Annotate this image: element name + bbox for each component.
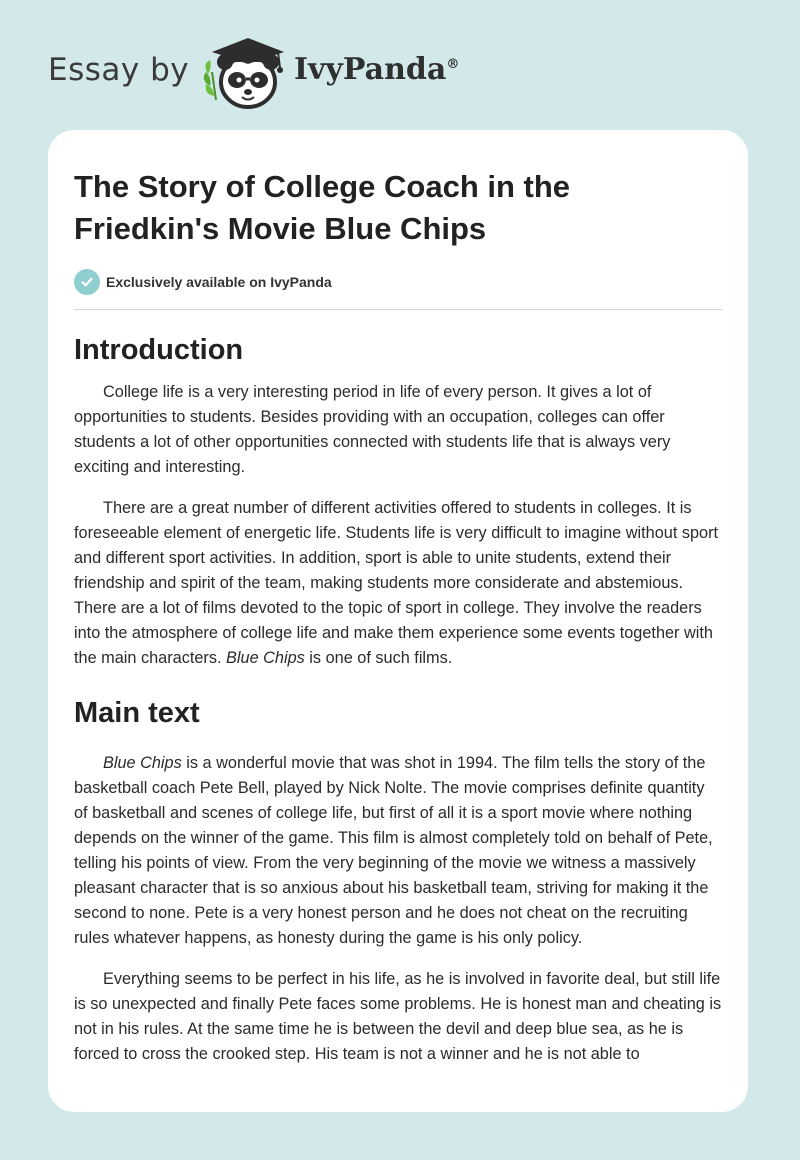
- film-title: Blue Chips: [226, 649, 305, 667]
- paragraph-text: There are a great number of different activities offered to students in colleges. It is foreseeable element of energetic life. Students life is very difficult to imagine without sport and different sport activities. In addition, sport is able to unite students, extend their friendship and spirit of the team, making students more considerate and abstemious. There are a lot of films devoted to the topic of sport in college. They involve the readers into the atmosphere of college life and make them experience some events together with the main characters.: [74, 499, 719, 667]
- brand-prefix: Essay by: [48, 52, 190, 88]
- paragraph-tail: is one of such films.: [304, 649, 453, 667]
- brand-header: [48, 30, 488, 110]
- check-icon: [74, 269, 100, 295]
- paragraph-text: is a wonderful movie that was shot in 1994. The film tells the story of the basketball coach Pete Bell, played by Nick Nolte. The movie comprises definite quantity of basketball and scenes of college life, but first of all it is a sport movie where nothing depends on the winner of the game. This film is almost completely told on behalf of Pete, telling his points of view. From the very beginning of the movie we witness a massively pleasant character that is so anxious about his basketball team, striving for making it the second to none. Pete is a very honest person and he does not cheat on the recruiting rules whatever happens, as honesty during the game is his only policy.: [74, 754, 713, 947]
- section-heading: Introduction: [74, 334, 244, 366]
- registered-mark: ®: [446, 57, 460, 72]
- essay-title: The Story of College Coach in the Friedkin's Movie Blue Chips: [74, 169, 571, 246]
- section-main-text: [74, 695, 722, 1067]
- badge-text: Exclusively available on IvyPanda: [106, 274, 332, 290]
- paragraph: [74, 496, 722, 671]
- paragraph: [74, 380, 722, 480]
- brand-name-text: IvyPanda: [294, 52, 447, 87]
- film-title: Blue Chips: [103, 754, 182, 772]
- section-heading: Main text: [74, 697, 200, 729]
- title-divider: [74, 309, 722, 310]
- paragraph: [74, 751, 722, 951]
- section-introduction: [74, 332, 722, 671]
- brand-name[interactable]: [294, 52, 459, 87]
- essay-card: [48, 130, 748, 1112]
- exclusive-badge: [74, 268, 722, 296]
- paragraph: [74, 967, 722, 1067]
- paragraph-text: Everything seems to be perfect in his life, as he is involved in favorite deal, but still life is so unexpected and finally Pete faces some problems. He is honest man and cheating is not in his rules. At the same time he is between the devil and deep blue sea, as he is forced to cross the crooked step. His team is not a winner and he is not able to: [74, 970, 722, 1063]
- paragraph-text: College life is a very interesting period in life of every person. It gives a lot of opportunities to students. Besides providing with an occupation, colleges can offer students a lot of other opportunities connected with students life that is always very exciting and interesting.: [74, 383, 671, 476]
- panda-graduate-logo-icon[interactable]: [198, 34, 290, 110]
